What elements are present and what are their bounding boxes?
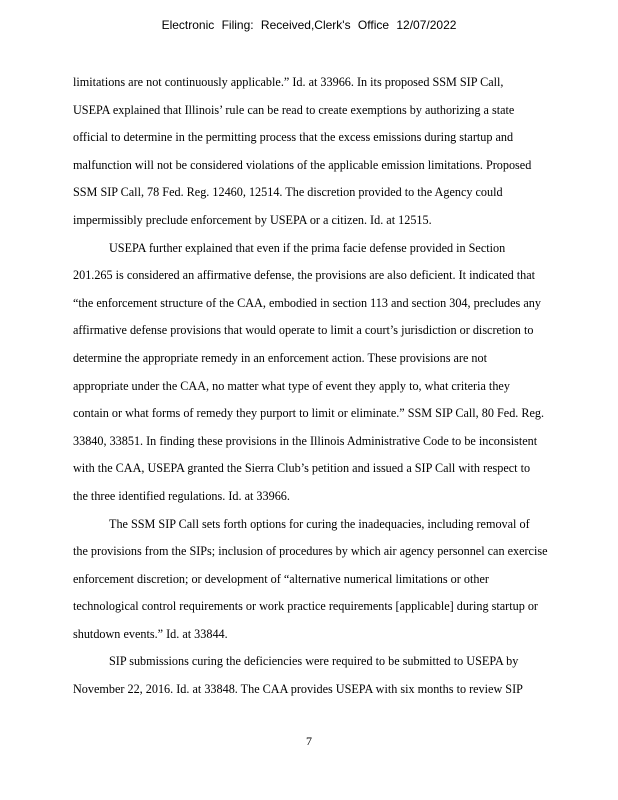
body-line: USEPA explained that Illinois’ rule can be read to create exemptions by authorizing a state [73, 102, 515, 117]
filing-header: Electronic Filing: Received,Clerk's Office 12/07/2022 [161, 18, 457, 32]
body-line: malfunction will not be considered violations of the applicable emission limitations. Proposed [73, 157, 532, 172]
body-line: affirmative defense provisions that would operate to limit a court’s jurisdiction or discretion to [73, 323, 534, 338]
body-line: contain or what forms of remedy they purport to limit or eliminate.” SSM SIP Call, 80 Fed. Reg. [73, 406, 545, 421]
body-line: “the enforcement structure of the CAA, embodied in section 113 and section 304, precludes any [73, 295, 541, 310]
body-line: the three identified regulations. Id. at 33966. [73, 488, 290, 503]
body-line: impermissibly preclude enforcement by USEPA or a citizen. Id. at 12515. [73, 212, 432, 227]
body-line: November 22, 2016. Id. at 33848. The CAA provides USEPA with six months to review SIP [73, 682, 523, 697]
body-line: 33840, 33851. In finding these provisions in the Illinois Administrative Code to be inconsistent [73, 433, 538, 448]
body-line: limitations are not continuously applicable.” Id. at 33966. In its proposed SSM SIP Call, [73, 75, 504, 89]
body-line: determine the appropriate remedy in an enforcement action. These provisions are not [73, 350, 487, 365]
paragraph-first-line: USEPA further explained that even if the prima facie defense provided in Section [109, 240, 506, 255]
body-line: the provisions from the SIPs; inclusion of procedures by which air agency personnel can exercise [73, 544, 548, 559]
paragraph-first-line: The SSM SIP Call sets forth options for curing the inadequacies, including removal of [109, 516, 530, 531]
body-line: official to determine in the permitting process that the excess emissions during startup and [73, 130, 514, 145]
body-line: technological control requirements or work practice requirements [applicable] during startup or [73, 599, 538, 614]
body-line: shutdown events.” Id. at 33844. [73, 626, 228, 641]
page-number: 7 [306, 734, 312, 748]
body-line: with the CAA, USEPA granted the Sierra Club’s petition and issued a SIP Call with respect to [73, 461, 531, 476]
document-body [73, 69, 551, 704]
body-line: appropriate under the CAA, no matter what type of event they apply to, what criteria they [73, 378, 510, 393]
body-line: SSM SIP Call, 78 Fed. Reg. 12460, 12514. The discretion provided to the Agency could [73, 185, 503, 200]
paragraph-first-line: SIP submissions curing the deficiencies were required to be submitted to USEPA by [109, 654, 519, 669]
body-line: enforcement discretion; or development of “alternative numerical limitations or other [73, 571, 489, 586]
body-line: 201.265 is considered an affirmative defense, the provisions are also deficient. It indicated that [73, 268, 536, 283]
